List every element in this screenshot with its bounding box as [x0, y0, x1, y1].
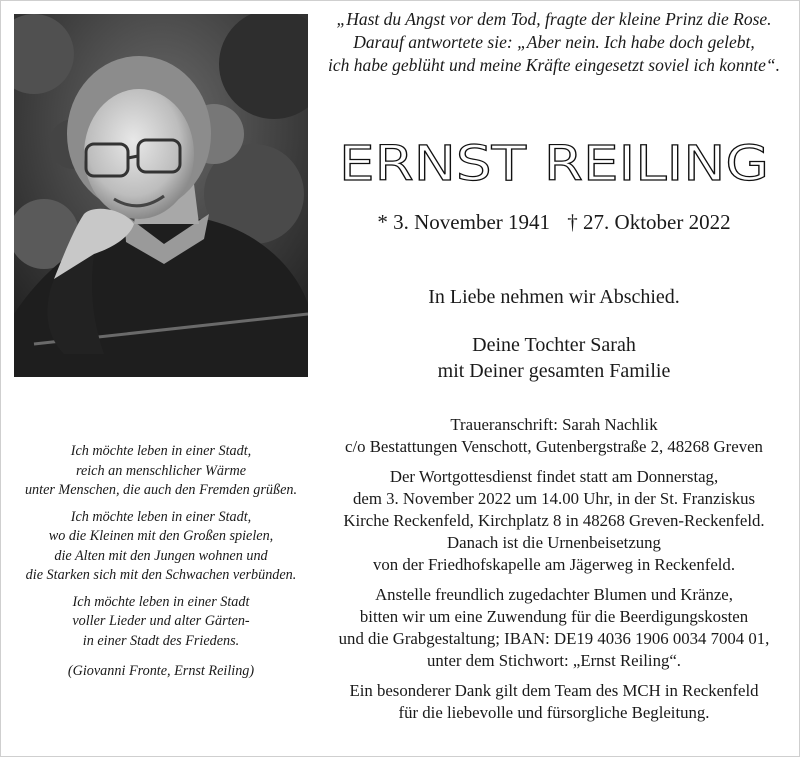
poem-line: die Starken sich mit den Schwachen verbünden.	[25, 567, 297, 583]
portrait-photo	[14, 14, 308, 377]
info-line: Traueranschrift: Sarah Nachlik	[450, 415, 658, 434]
life-dates	[318, 210, 790, 235]
info-line: Danach ist die Urnenbeisetzung	[447, 533, 661, 552]
poem-line: Ich möchte leben in einer Stadt,	[70, 443, 252, 459]
quote-line: ich habe geblüht und meine Kräfte eingesetzt soviel ich konnte“.	[328, 55, 780, 75]
info-line: Der Wortgottesdienst findet statt am Donnerstag,	[389, 467, 719, 486]
farewell-line: In Liebe nehmen wir Abschied.	[428, 286, 680, 308]
poem-stanza	[12, 442, 310, 501]
poem-line: Ich möchte leben in einer Stadt	[72, 593, 250, 610]
little-prince-quote	[318, 8, 790, 77]
birth-date: * 3. November 1941	[377, 210, 551, 234]
mourner-daughter: Deine Tochter Sarah	[472, 334, 636, 356]
funeral-information	[318, 414, 790, 732]
death-date: † 27. Oktober 2022	[567, 210, 731, 234]
poem	[12, 442, 310, 682]
poem-line: unter Menschen, die auch den Fremden grüßen.	[24, 482, 298, 498]
info-line: Ein besonderer Dank gilt dem Team des MCH in Reckenfeld	[349, 681, 759, 700]
deceased-name-text: ERNST REILING	[339, 136, 769, 192]
quote-line: „Hast du Angst vor dem Tod, fragte der kleine Prinz die Rose.	[336, 9, 772, 29]
poem-line: wo die Kleinen mit den Großen spielen,	[48, 528, 274, 544]
info-line: unter dem Stichwort: „Ernst Reiling“.	[427, 651, 681, 670]
info-line: dem 3. November 2022 um 14.00 Uhr, in der St. Franziskus	[352, 489, 756, 508]
poem-line: die Alten mit den Jungen wohnen und	[54, 547, 268, 564]
quote-line: Darauf antwortete sie: „Aber nein. Ich habe doch gelebt,	[353, 32, 755, 52]
poem-line: in einer Stadt des Friedens.	[82, 632, 240, 649]
service-details	[318, 466, 790, 576]
deceased-name	[318, 132, 790, 192]
info-line: von der Friedhofskapelle am Jägerweg in Reckenfeld.	[372, 555, 736, 574]
thanks-note	[318, 680, 790, 724]
info-line: Anstelle freundlich zugedachter Blumen und Kränze,	[375, 585, 733, 604]
poem-stanza	[12, 508, 310, 586]
donation-request	[318, 584, 790, 672]
mourning-address	[318, 414, 790, 458]
poem-stanza	[12, 593, 310, 652]
poem-line: Ich möchte leben in einer Stadt,	[70, 508, 252, 525]
info-line: für die liebevolle und fürsorgliche Begleitung.	[398, 703, 710, 722]
mourner-family: mit Deiner gesamten Familie	[437, 360, 671, 382]
info-line: Kirche Reckenfeld, Kirchplatz 8 in 48268 Greven-Reckenfeld.	[343, 511, 765, 530]
mourners	[318, 332, 790, 384]
poem-line: reich an menschlicher Wärme	[75, 462, 247, 479]
poem-credit: (Giovanni Fronte, Ernst Reiling)	[67, 663, 255, 679]
poem-line: voller Lieder und alter Gärten-	[72, 613, 250, 629]
info-line: c/o Bestattungen Venschott, Gutenbergstraße 2, 48268 Greven	[345, 437, 763, 456]
info-line: bitten wir um eine Zuwendung für die Beerdigungskosten	[359, 607, 749, 626]
info-line: und die Grabgestaltung; IBAN: DE19 4036 1906 0034 7004 01,	[338, 629, 770, 648]
